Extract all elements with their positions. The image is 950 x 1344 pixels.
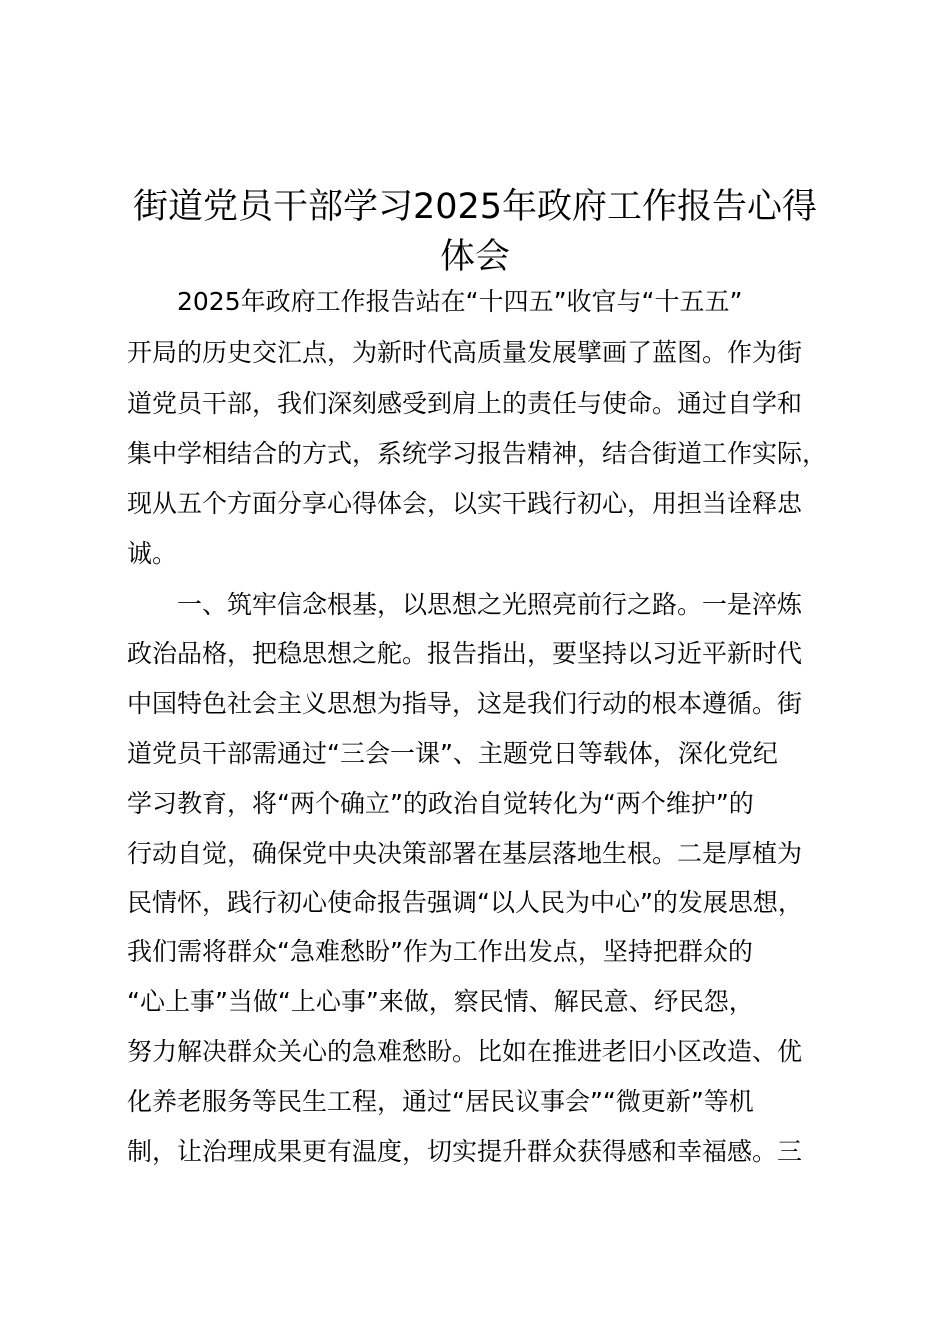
paragraph-line: 化养老服务等民生工程，通过“居民议事会”“微更新”等机 [127, 1087, 754, 1116]
paragraph-line: 2025年政府工作报告站在“十四五”收官与“十五五” [177, 287, 743, 316]
paragraph-line: 我们需将群众“急难愁盼”作为工作出发点，坚持把群众的 [127, 937, 753, 966]
paragraph-line: 开局的历史交汇点，为新时代高质量发展擘画了蓝图。作为街 [127, 338, 803, 367]
paragraph-line: 道党员干部，我们深刻感受到肩上的责任与使命。通过自学和 [127, 389, 803, 418]
paragraph-line: 道党员干部需通过“三会一课”、主题党日等载体，深化党纪 [127, 739, 778, 768]
paragraph-line: “心上事”当做“上心事”来做，察民情、解民意、纾民怨， [127, 987, 754, 1016]
paragraph-line: 行动自觉，确保党中央决策部署在基层落地生根。二是厚植为 [127, 839, 803, 868]
paragraph-line: 一、筑牢信念根基，以思想之光照亮前行之路。一是淬炼 [177, 590, 803, 619]
paragraph-line: 现从五个方面分享心得体会，以实干践行初心，用担当诠释忠 [127, 489, 803, 518]
paragraph-line: 学习教育，将“两个确立”的政治自觉转化为“两个维护”的 [127, 789, 754, 818]
paragraph-line: 努力解决群众关心的急难愁盼。比如在推进老旧小区改造、优 [127, 1037, 803, 1066]
document-title-line-1: 街道党员干部学习2025年政府工作报告心得 [132, 187, 818, 227]
paragraph-line: 集中学相结合的方式，系统学习报告精神，结合街道工作实际， [127, 439, 828, 468]
paragraph-line: 民情怀，践行初心使命报告强调“以人民为中心”的发展思想， [127, 888, 803, 917]
document-title-line-2: 体会 [439, 237, 510, 277]
paragraph-line: 制，让治理成果更有温度，切实提升群众获得感和幸福感。三 [127, 1137, 803, 1166]
paragraph-line: 中国特色社会主义思想为指导，这是我们行动的根本遵循。街 [127, 689, 803, 718]
paragraph-line: 政治品格，把稳思想之舵。报告指出，要坚持以习近平新时代 [127, 639, 803, 668]
paragraph-line: 诚。 [127, 539, 178, 568]
